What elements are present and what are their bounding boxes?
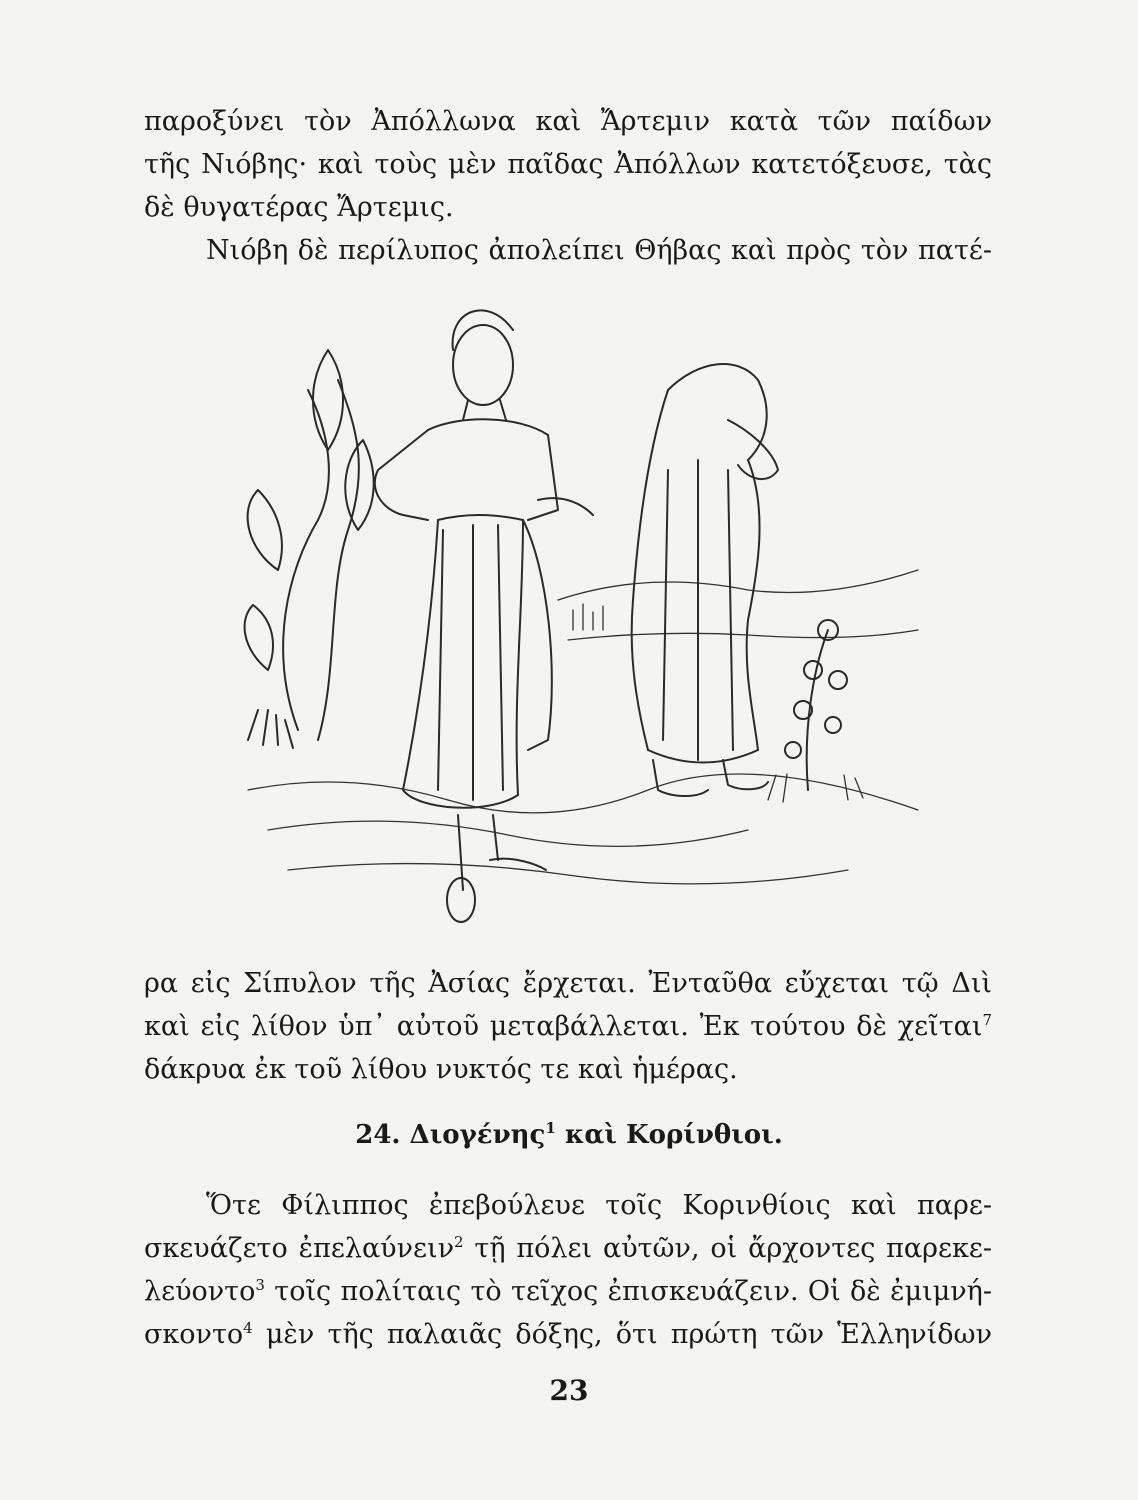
text-line: ρα εἰς Σίπυλον τῆς Ἀσίας ἔρχεται. Ἐνταῦθα εὔχεται τῷ Διὶ	[144, 968, 992, 999]
text-line: Ὅτε Φίλιππος ἐπεβούλευε τοῖς Κορινθίοις καὶ παρε-	[206, 1190, 992, 1221]
text-fragment: σκοντο	[144, 1319, 244, 1350]
paragraph-niobe-part2	[144, 962, 992, 1091]
section-title-rest: καὶ Κορίνθιοι.	[564, 1120, 783, 1150]
footnote-marker: 2	[454, 1233, 464, 1251]
section-number: 24.	[355, 1120, 401, 1150]
text-line: τῆς Νιόβης· καὶ τοὺς μὲν παῖδας Ἀπόλλων κατετόξευσε, τὰς	[144, 149, 992, 180]
text-fragment: τοῖς πολίταις τὸ τεῖχος ἐπισκευάζειν. Οἱ δὲ ἐμιμνή-	[264, 1276, 992, 1307]
footnote-marker: 1	[545, 1119, 556, 1137]
footnote-marker: 3	[255, 1276, 265, 1294]
paragraph-diogenes	[144, 1184, 992, 1356]
text-line	[144, 1313, 992, 1356]
text-fragment: λεύοντο	[144, 1276, 256, 1307]
text-line	[144, 1270, 992, 1313]
text-line: δὲ θυγατέρας Ἄρτεμις.	[144, 192, 454, 223]
text-line	[144, 1005, 992, 1048]
page-number: 23	[549, 1374, 589, 1407]
paragraph-niobe-part1	[144, 100, 992, 272]
text-line: παροξύνει τὸν Ἀπόλλωνα καὶ Ἄρτεμιν κατὰ τῶν παίδων	[144, 106, 992, 137]
text-line-content: καὶ εἰς λίθον ὑπ᾽ αὐτοῦ μεταβάλλεται. Ἐκ τούτου δὲ χεῖται	[144, 1011, 983, 1042]
text-line: δάκρυα ἐκ τοῦ λίθου νυκτός τε καὶ ἡμέρας.	[144, 1054, 738, 1085]
footnote-marker: 7	[982, 1011, 992, 1029]
text-fragment: σκευάζετο ἐπελαύνειν	[144, 1233, 455, 1264]
section-heading	[0, 1120, 1138, 1150]
section-title-name: Διογένης	[409, 1120, 546, 1150]
text-line: Νιόβη δὲ περίλυπος ἀπολείπει Θήβας καὶ πρὸς τὸν πατέ-	[206, 235, 992, 266]
text-fragment: τῇ πόλει αὐτῶν, οἱ ἄρχοντες παρεκε-	[463, 1233, 993, 1264]
illustration-niobe-figures	[228, 270, 928, 930]
footnote-marker: 4	[243, 1319, 253, 1337]
text-fragment: μὲν τῆς παλαιᾶς δόξης, ὅτι πρώτη τῶν Ἑλληνίδων	[252, 1319, 992, 1350]
text-line	[144, 1227, 992, 1270]
